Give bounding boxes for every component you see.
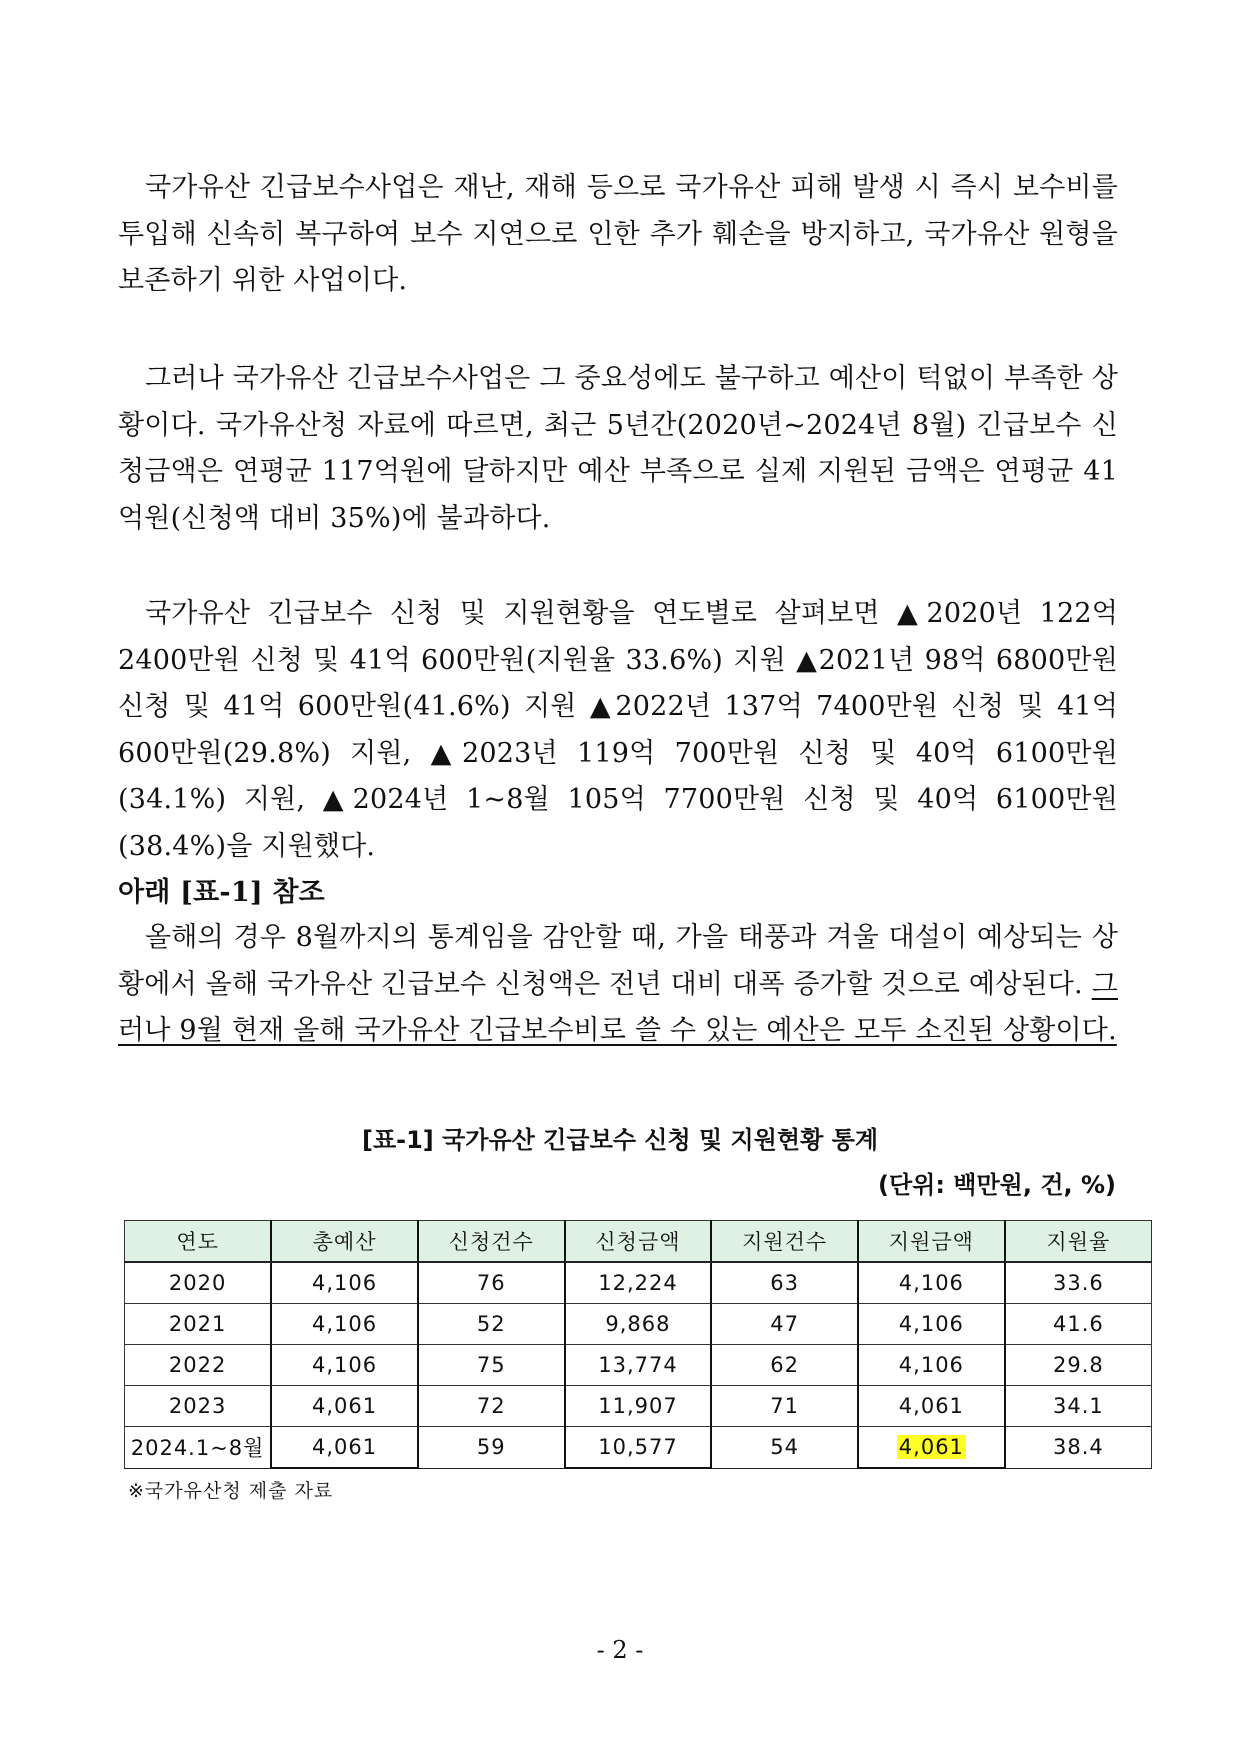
cell-support-count: 71 [711, 1386, 858, 1427]
cell-support-count: 54 [711, 1427, 858, 1469]
table-row [125, 1304, 1152, 1345]
cell-support-rate: 34.1 [1005, 1386, 1152, 1427]
table-row [125, 1386, 1152, 1427]
cell-support-count: 47 [711, 1304, 858, 1345]
cell-total-budget: 4,061 [271, 1427, 418, 1469]
page-number: - 2 - [596, 1636, 644, 1664]
header-request-amount: 신청금액 [565, 1221, 712, 1263]
cell-support-amount [858, 1427, 1005, 1469]
cell-request-count: 76 [418, 1262, 565, 1304]
statistics-table [124, 1220, 1152, 1469]
cell-support-count: 63 [711, 1262, 858, 1304]
table-header-row [125, 1221, 1152, 1263]
table-row [125, 1427, 1152, 1469]
cell-support-amount: 4,061 [858, 1386, 1005, 1427]
underlined-conclusion: 그러나 9월 현재 올해 국가유산 긴급보수비로 쓸 수 있는 예산은 모두 소진된 상황이다. [118, 968, 1118, 1046]
cell-request-amount: 10,577 [565, 1427, 712, 1469]
paragraph-outlook-text: 올해의 경우 8월까지의 통계임을 감안할 때, 가을 태풍과 겨울 대설이 예상되는 상황에서 올해 국가유산 긴급보수 신청액은 전년 대비 대폭 증가할 것으로 예상된다. [118, 922, 1118, 1000]
cell-total-budget: 4,106 [271, 1345, 418, 1386]
cell-request-count: 72 [418, 1386, 565, 1427]
cell-year: 2022 [125, 1345, 272, 1386]
cell-total-budget: 4,106 [271, 1262, 418, 1304]
cell-support-count: 62 [711, 1345, 858, 1386]
cell-support-rate: 38.4 [1005, 1427, 1152, 1469]
header-year: 연도 [125, 1221, 272, 1263]
table-reference: 아래 [표-1] 참조 [118, 877, 325, 908]
cell-support-rate: 29.8 [1005, 1345, 1152, 1386]
cell-request-amount: 11,907 [565, 1386, 712, 1427]
header-support-amount: 지원금액 [858, 1221, 1005, 1263]
cell-support-amount: 4,106 [858, 1345, 1005, 1386]
cell-request-count: 52 [418, 1304, 565, 1345]
table-unit: (단위: 백만원, 건, %) [878, 1171, 1116, 1199]
cell-request-count: 75 [418, 1345, 565, 1386]
highlighted-value: 4,061 [898, 1435, 964, 1459]
paragraph-yearly-status [118, 591, 1118, 917]
cell-support-rate: 41.6 [1005, 1304, 1152, 1345]
cell-support-amount: 4,106 [858, 1304, 1005, 1345]
table-row [125, 1345, 1152, 1386]
cell-request-amount: 13,774 [565, 1345, 712, 1386]
cell-request-amount: 12,224 [565, 1262, 712, 1304]
cell-year: 2020 [125, 1262, 272, 1304]
paragraph-purpose-text: 국가유산 긴급보수사업은 재난, 재해 등으로 국가유산 피해 발생 시 즉시 보수비를 투입해 신속히 복구하여 보수 지연으로 인한 추가 훼손을 방지하고, 국가유산 원형을 보존하기 위한 사업이다. [118, 172, 1118, 296]
paragraph-budget-shortage [118, 356, 1118, 542]
paragraph-purpose [118, 165, 1118, 305]
cell-request-amount: 9,868 [565, 1304, 712, 1345]
cell-support-rate: 33.6 [1005, 1262, 1152, 1304]
cell-year: 2021 [125, 1304, 272, 1345]
table-row [125, 1262, 1152, 1304]
source-note: ※국가유산청 제출 자료 [128, 1480, 334, 1502]
cell-year: 2024.1~8월 [125, 1427, 272, 1469]
header-support-rate: 지원율 [1005, 1221, 1152, 1263]
header-support-count: 지원건수 [711, 1221, 858, 1263]
cell-support-amount: 4,106 [858, 1262, 1005, 1304]
cell-total-budget: 4,061 [271, 1386, 418, 1427]
header-request-count: 신청건수 [418, 1221, 565, 1263]
cell-request-count: 59 [418, 1427, 565, 1469]
header-total-budget: 총예산 [271, 1221, 418, 1263]
table-title: [표-1] 국가유산 긴급보수 신청 및 지원현황 통계 [361, 1126, 879, 1154]
cell-total-budget: 4,106 [271, 1304, 418, 1345]
paragraph-budget-shortage-text: 그러나 국가유산 긴급보수사업은 그 중요성에도 불구하고 예산이 턱없이 부족한 상황이다. 국가유산청 자료에 따르면, 최근 5년간(2020년~2024년 8월) 긴급보수 신청금액은 연평균 117억원에 달하지만 예산 부족으로 실제 지원된 금액은 연평균 41억원(신청액 대비 35%)에 불과하다. [118, 363, 1118, 534]
paragraph-outlook [118, 915, 1118, 1055]
cell-year: 2023 [125, 1386, 272, 1427]
paragraph-yearly-status-text: 국가유산 긴급보수 신청 및 지원현황을 연도별로 살펴보면 ▲2020년 122억 2400만원 신청 및 41억 600만원(지원율 33.6%) 지원 ▲2021년 98억 6800만원 신청 및 41억 600만원(41.6%) 지원 ▲2022년 137억 7400만원 신청 및 41억 600만원(29.8%) 지원, ▲2023년 119억 700만원 신청 및 40억 6100만원(34.1%) 지원, ▲2024년 1~8월 105억 7700만원 신청 및 40억 6100만원(38.4%)을 지원했다. [118, 598, 1118, 862]
